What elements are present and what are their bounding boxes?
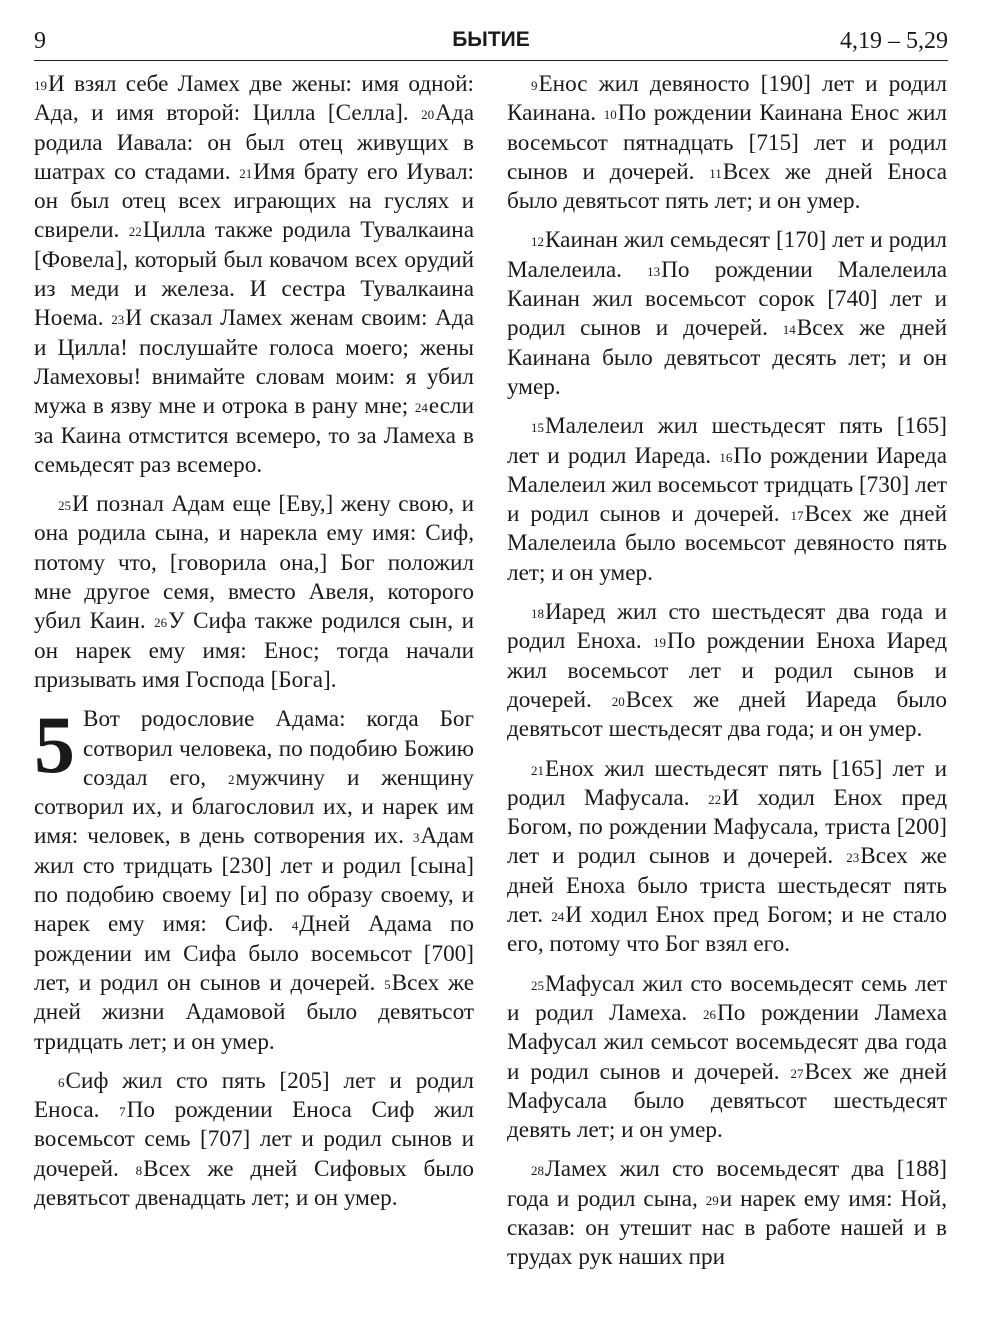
running-header [34, 24, 948, 61]
verse-number: 20 [611, 693, 625, 709]
verse-text: Всех же дней Иареда было девятьсот шестьдесят два года; и он умер. [507, 686, 947, 743]
verse-number: 11 [709, 165, 722, 181]
verse-text: По рождении Ламеха Мафусал жил семьсот восемьдесят два года и родил сынов и дочерей. [507, 999, 948, 1085]
verse-text: Ада родила Иавала: он был отец живущих в шатрах со стадами. [34, 100, 474, 185]
paragraph [507, 755, 947, 960]
verse-number: 12 [531, 234, 544, 250]
verse-text: Сиф жил сто пять [205] лет и родил Еноса. [34, 1067, 474, 1124]
verse-text: Всех же дней Еноса было девятьсот пять лет; и он умер. [507, 158, 947, 215]
verse-number: 24 [414, 400, 428, 416]
left-column [34, 70, 474, 1213]
verse-text: И взял себе Ламех две жены: имя одной: Ада, и имя второй: Цилла [Селла]. [34, 71, 474, 127]
verse-number: 21 [531, 762, 544, 778]
paragraph [34, 490, 474, 695]
verse-text: Адам жил сто тридцать [230] лет и родил [сына] по подобию своему [и] по образу своему, и нарек ему имя: Сиф. [34, 823, 474, 938]
verse-number: 3 [412, 830, 420, 846]
book-title: БЫТИЕ [452, 28, 530, 51]
verse-number: 16 [719, 449, 733, 465]
verse-text: По рождении Малелеила Каинан жил восемьсот сорок [740] лет и родил сынов и дочерей. [507, 256, 947, 342]
page-number: 9 [34, 28, 46, 54]
verse-number: 15 [531, 420, 544, 436]
verse-number: 10 [603, 107, 617, 123]
verse-text: Енох жил шестьдесят пять [165] лет и родил Мафусала. [507, 755, 947, 811]
verse-number: 25 [58, 498, 71, 514]
verse-number: 23 [111, 312, 125, 328]
paragraph [34, 699, 474, 1057]
verse-text: если за Каина отмстится всемеро, то за Ламеха в семьдесят раз всемеро. [34, 393, 474, 478]
verse-text: По рождении Иареда Малелеил жил восемьсот тридцать [730] лет и родил сынов и дочерей. [507, 442, 947, 528]
verse-text: Всех же дней Сифовых было девятьсот двенадцать лет; и он умер. [34, 1155, 474, 1211]
verse-text: Всех же дней Мафусала было девятьсот шестьдесят девять лет; и он умер. [507, 1058, 947, 1144]
verse-number: 8 [135, 1162, 143, 1178]
verse-number: 28 [531, 1163, 544, 1179]
verse-number: 14 [782, 322, 796, 338]
verse-number: 4 [291, 918, 299, 934]
verse-text: Цилла также родила Тувалкаина [Фовела], который был ковачом всех орудий из меди и железа. И сестра Тувалкаина Ноема. [34, 217, 474, 332]
verse-text: По рождении Каинана Енос жил восемьсот пятнадцать [715] лет и родил сынов и дочерей. [507, 100, 947, 185]
verse-number: 6 [58, 1074, 65, 1090]
right-column [507, 70, 947, 1273]
verse-text: Каинан жил семьдесят [170] лет и родил Малелеила. [507, 227, 947, 283]
verse-number: 18 [531, 606, 544, 622]
verse-text: И ходил Енох пред Богом, по рождении Мафусала, триста [200] лет и родил сынов и дочерей. [507, 784, 947, 870]
verse-text: Всех же дней Еноха было триста шестьдесят пять лет. [507, 843, 947, 929]
verse-number: 25 [531, 977, 544, 993]
verse-text: Дней Адама по рождении им Сифа было восемьсот [700] лет, и родил он сынов и дочерей. [34, 911, 474, 996]
chapter-number: 5 [34, 699, 75, 791]
verse-text: мужчину и женщину сотворил их, и благословил их, и нарек им имя: человек, в день сотворения их. [34, 764, 474, 850]
paragraph [507, 226, 947, 402]
verse-text: Иаред жил сто шестьдесят два года и родил Еноха. [507, 599, 947, 655]
verse-text: Вот родословие Адама: когда Бог сотворил человека, по подобию Божию создал его, [83, 706, 474, 791]
verse-text: и нарек ему имя: Ной, сказав: он утешит нас в работе нашей и в трудах рук наших при [507, 1185, 947, 1271]
verse-text: По рождении Еноса Сиф жил восемьсот семь [707] лет и родил сынов и дочерей. [34, 1097, 474, 1182]
verse-number: 2 [228, 771, 235, 787]
verse-text: По рождении Еноха Иаред жил восемьсот лет и родил сынов и дочерей. [507, 628, 947, 713]
verse-number: 22 [128, 224, 142, 240]
verse-number: 20 [421, 107, 435, 123]
verse-number: 9 [531, 78, 538, 93]
paragraph [507, 70, 947, 216]
verse-number: 24 [551, 909, 565, 925]
verse-text: И сказал Ламех женам своим: Ада и Цилла! послушайте голоса моего; жены Ламеховы! внимайте словам моим: я убил мужа в язву мне и отрока в рану мне; [34, 305, 474, 420]
verse-text: Всех же дней жизни Адамовой было девятьсот тридцать лет; и он умер. [34, 969, 474, 1055]
verse-number: 27 [790, 1065, 804, 1081]
verse-number: 26 [154, 615, 168, 631]
verse-number: 23 [846, 850, 860, 866]
verse-number: 17 [790, 508, 804, 524]
verse-text: У Сифа также родился сын, и он нарек ему имя: Енос; тогда начали призывать имя Господа [Бога]. [34, 608, 475, 693]
verse-number: 13 [647, 263, 661, 279]
verse-range: 4,19 – 5,29 [840, 28, 948, 54]
verse-text: Всех же дней Каинана было девятьсот десять лет; и он умер. [507, 315, 947, 400]
paragraph [34, 70, 474, 480]
verse-text: Имя брату его Иувал: он был отец всех играющих на гуслях и свирели. [34, 158, 474, 244]
verse-number: 7 [119, 1104, 126, 1120]
verse-text: Малелеил жил шестьдесят пять [165] лет и родил Иареда. [507, 413, 947, 469]
verse-text: Енос жил девяносто [190] лет и родил Каинана. [507, 71, 947, 127]
verse-number: 29 [705, 1192, 719, 1208]
verse-number: 21 [239, 165, 253, 181]
verse-text: И ходил Енох пред Богом; и не стало его, потому что Бог взял его. [507, 902, 947, 958]
paragraph [507, 598, 947, 744]
paragraph [507, 1155, 947, 1272]
verse-number: 22 [708, 791, 722, 807]
verse-text: Ламех жил сто восемьдесят два [188] года и родил сына, [507, 1156, 947, 1212]
verse-text: И познал Адам еще [Еву,] жену свою, и она родила сына, и нарекла ему имя: Сиф, потому что, [говорила она,] Бог положил мне другое семя, вместо Авеля, которого убил Каин. [34, 491, 474, 635]
paragraph [34, 1067, 474, 1213]
verse-number: 26 [702, 1006, 716, 1022]
verse-text: Всех же дней Малелеила было восемьсот девяносто пять лет; и он умер. [507, 501, 947, 586]
paragraph [507, 970, 947, 1146]
verse-number: 19 [653, 635, 667, 651]
paragraph [507, 412, 947, 588]
verse-number: 19 [34, 78, 47, 93]
verse-text: Мафусал жил сто восемьдесят семь лет и родил Ламеха. [507, 970, 947, 1026]
verse-number: 5 [384, 976, 391, 992]
